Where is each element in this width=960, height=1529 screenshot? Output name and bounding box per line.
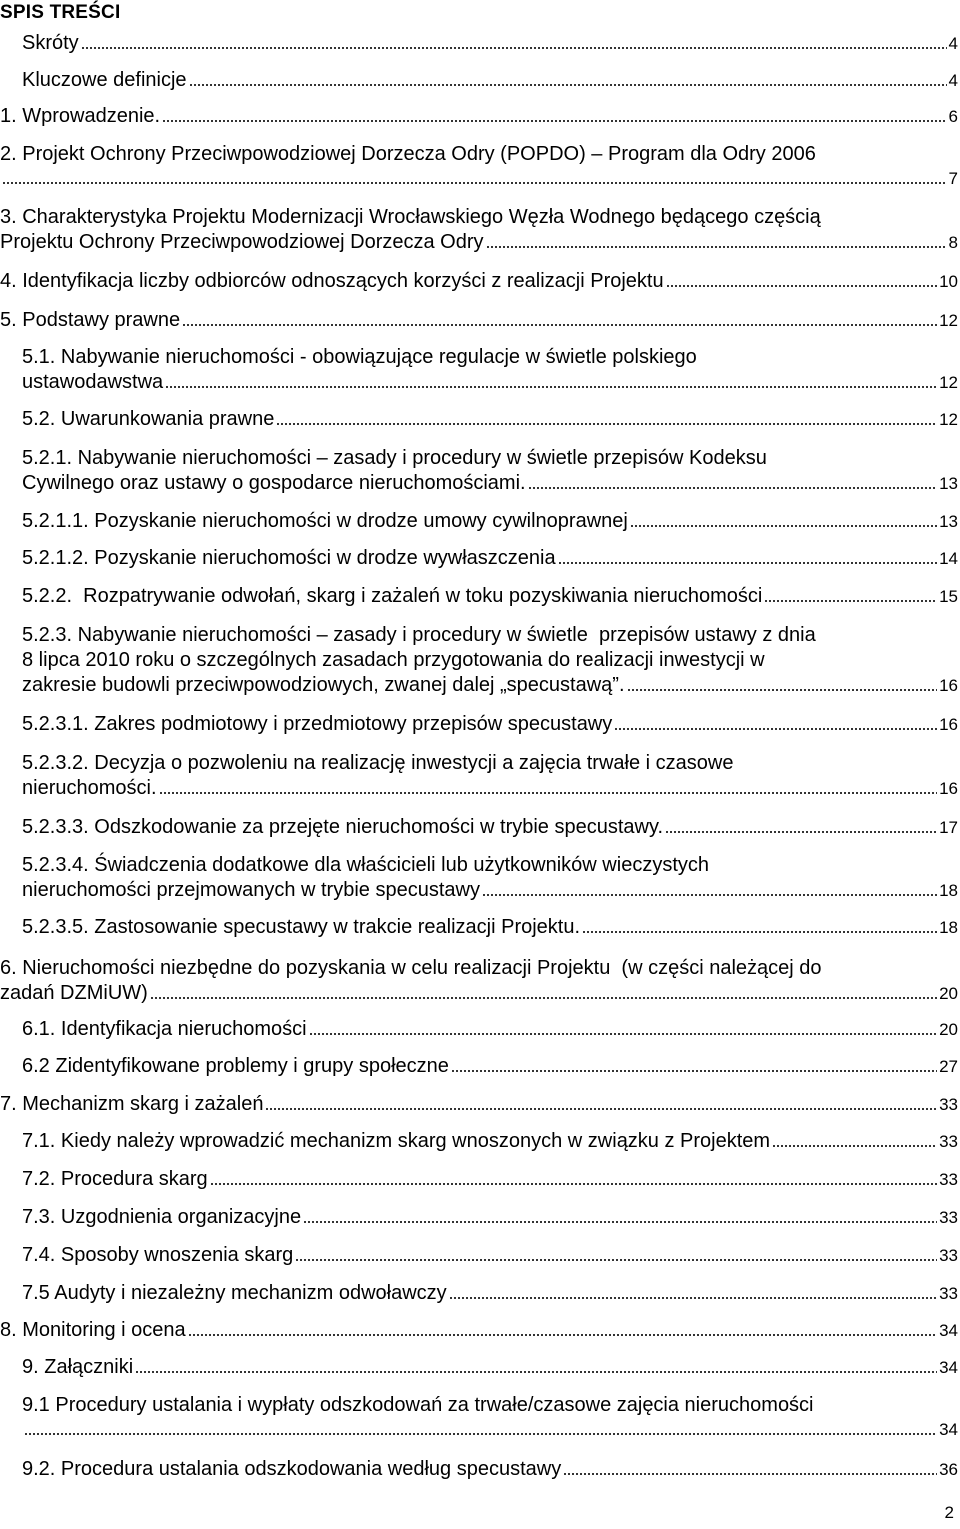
toc-entry[interactable] [22, 406, 958, 433]
toc-entry-text: 1. Wprowadzenie. [0, 105, 161, 127]
toc-entry-page: 14 [939, 549, 958, 568]
toc-entry-text: 9. Załączniki [22, 1356, 134, 1378]
toc-entry[interactable] [22, 1242, 958, 1269]
dot-leader [528, 471, 938, 489]
toc-entry-page: 20 [939, 1020, 958, 1039]
toc-entry[interactable] [22, 445, 958, 497]
toc-entry-text: 8. Monitoring i ocena [0, 1319, 186, 1341]
toc-title: SPIS TREŚCI [0, 2, 121, 23]
toc-entry-text: 7. Mechanizm skarg i zażaleń [0, 1093, 264, 1115]
toc-entry-page: 15 [939, 587, 958, 606]
dot-leader [482, 878, 937, 896]
dot-leader [563, 1457, 937, 1475]
toc-entry-page: 10 [939, 272, 958, 291]
dot-leader [309, 1017, 937, 1035]
toc-entry-page: 7 [948, 169, 958, 188]
toc-entry[interactable] [0, 1091, 958, 1118]
toc-entry-text: 5.1. Nabywanie nieruchomości - obowiązujące regulacje w świetle polskiego [22, 346, 697, 368]
toc-entry-text: 7.1. Kiedy należy wprowadzić mechanizm skarg wnoszonych w związku z Projektem [22, 1130, 771, 1152]
toc-entry[interactable] [22, 1128, 958, 1155]
dot-leader [159, 776, 938, 794]
dot-leader [135, 1355, 937, 1373]
toc-entry-page: 16 [939, 779, 958, 798]
toc-entry-text: 5.2.2. Rozpatrywanie odwołań, skarg i zażaleń w toku pozyskiwania nieruchomości [22, 585, 763, 607]
toc-entry-page: 33 [939, 1095, 958, 1114]
toc-entry[interactable] [22, 344, 958, 396]
toc-entry-text: 5.2.3.3. Odszkodowanie za przejęte nieruchomości w trybie specustawy. [22, 816, 664, 838]
toc-entry-text: 7.3. Uzgodnienia organizacyjne [22, 1206, 302, 1228]
toc-entry[interactable] [0, 268, 958, 295]
dot-leader [188, 1318, 937, 1336]
toc-entry-text: 9.2. Procedura ustalania odszkodowania według specustawy [22, 1458, 562, 1480]
toc-entry-page: 33 [939, 1246, 958, 1265]
toc-entry-text: Kluczowe definicje [22, 69, 187, 91]
toc-entry-text: 5.2.3.2. Decyzja o pozwoleniu na realizację inwestycji a zajęcia trwałe i czasowe [22, 752, 734, 774]
dot-leader [162, 104, 946, 122]
toc-entry[interactable] [22, 914, 958, 941]
toc-entry-page: 17 [939, 818, 958, 837]
toc-entry[interactable] [22, 852, 958, 904]
dot-leader [558, 546, 937, 564]
toc-entry[interactable] [22, 583, 958, 610]
toc-entry-text: 7.5 Audyty i niezależny mechanizm odwoławczy [22, 1282, 447, 1304]
toc-entry-text: nieruchomości przejmowanych w trybie specustawy [22, 879, 480, 901]
toc-entry-text: 5.2.3. Nabywanie nieruchomości – zasady i procedury w świetle przepisów ustawy z dnia [22, 624, 816, 646]
dot-leader [486, 230, 947, 248]
toc-entry-page: 13 [939, 474, 958, 493]
toc-entry-text: 4. Identyfikacja liczby odbiorców odnoszących korzyści z realizacji Projektu [0, 270, 664, 292]
toc-entry-text: 3. Charakterystyka Projektu Modernizacji Wrocławskiego Węzła Wodnego będącego częścią [0, 206, 821, 228]
toc-entry[interactable] [0, 955, 958, 1007]
toc-entry-page: 18 [939, 881, 958, 900]
toc-entry-text: 8 lipca 2010 roku o szczególnych zasadach przygotowania do realizacji inwestycji w [22, 649, 765, 671]
toc-entry-text: zadań DZMiUW) [0, 982, 148, 1004]
toc-entry-text: nieruchomości. [22, 777, 157, 799]
dot-leader [630, 509, 937, 527]
toc-entry-text: zakresie budowli przeciwpowodziowych, zwanej dalej „specustawą”. [22, 674, 625, 696]
toc-entry-page: 16 [939, 715, 958, 734]
toc-entry-page: 8 [948, 233, 958, 252]
toc-entry[interactable] [22, 622, 958, 699]
dot-leader [303, 1205, 937, 1223]
toc-entry-text: Cywilnego oraz ustawy o gospodarce nieruchomościami. [22, 472, 526, 494]
toc-entry-page: 4 [948, 71, 958, 90]
toc-entry-text: 5.2.3.4. Świadczenia dodatkowe dla właścicieli lub użytkowników wieczystych [22, 854, 709, 876]
toc-entry[interactable] [0, 141, 958, 193]
dot-leader [772, 1129, 937, 1147]
toc-entry-text: 5.2.3.5. Zastosowanie specustawy w trakcie realizacji Projektu. [22, 916, 581, 938]
toc-entry-page: 34 [939, 1358, 958, 1377]
dot-leader [276, 407, 937, 425]
toc-entry-text: 6.1. Identyfikacja nieruchomości [22, 1018, 307, 1040]
dot-leader [24, 1417, 937, 1435]
toc-entry-text: 7.4. Sposoby wnoszenia skarg [22, 1244, 294, 1266]
dot-leader [210, 1167, 937, 1185]
toc-entry[interactable] [22, 1204, 958, 1231]
dot-leader [614, 712, 937, 730]
toc-entry[interactable] [0, 204, 958, 256]
toc-entry-page: 12 [939, 373, 958, 392]
toc-entry-text: 6.2 Zidentyfikowane problemy i grupy społeczne [22, 1055, 449, 1077]
toc-entry[interactable] [22, 814, 958, 841]
toc-entry-text: Skróty [22, 32, 79, 54]
toc-entry-page: 34 [939, 1321, 958, 1340]
dot-leader [2, 166, 947, 184]
toc-entry-text: 5.2.3.1. Zakres podmiotowy i przedmiotowy przepisów specustawy [22, 713, 613, 735]
dot-leader [165, 370, 937, 388]
toc-entry-text: 9.1 Procedury ustalania i wypłaty odszkodowań za trwałe/czasowe zajęcia nieruchomości [22, 1394, 814, 1416]
toc-entry-text: 5.2.1.2. Pozyskanie nieruchomości w drodze wywłaszczenia [22, 547, 556, 569]
toc-entry-page: 12 [939, 311, 958, 330]
toc-entry[interactable] [22, 1456, 958, 1483]
toc-entry[interactable] [22, 67, 958, 94]
toc-entry[interactable] [22, 1392, 958, 1444]
toc-entry[interactable] [22, 1053, 958, 1080]
toc-entry[interactable] [22, 30, 958, 57]
toc-entry-page: 12 [939, 410, 958, 429]
toc-entry-text: 5. Podstawy prawne [0, 309, 181, 331]
toc-entry-text: 2. Projekt Ochrony Przeciwpowodziowej Dorzecza Odry (POPDO) – Program dla Odry 2006 [0, 143, 816, 165]
toc-entry-page: 33 [939, 1132, 958, 1151]
toc-entry-text: 5.2.1.1. Pozyskanie nieruchomości w drodze umowy cywilnoprawnej [22, 510, 628, 532]
dot-leader [582, 915, 937, 933]
dot-leader [665, 815, 937, 833]
toc-entry[interactable] [22, 1016, 958, 1043]
toc-entry[interactable] [22, 1166, 958, 1193]
toc-entry-page: 18 [939, 918, 958, 937]
dot-leader [81, 31, 947, 49]
toc-entry-text: 6. Nieruchomości niezbędne do pozyskania w celu realizacji Projektu (w części należącej do [0, 957, 822, 979]
toc-entry[interactable] [22, 545, 958, 572]
dot-leader [627, 673, 938, 691]
toc-entry-text: 5.2. Uwarunkowania prawne [22, 408, 275, 430]
toc-entry-page: 13 [939, 512, 958, 531]
toc-entry[interactable] [22, 1280, 958, 1307]
dot-leader [150, 981, 937, 999]
toc-entry[interactable] [0, 103, 958, 130]
dot-leader [451, 1054, 937, 1072]
dot-leader [182, 308, 937, 326]
toc-entry-page: 6 [948, 107, 958, 126]
toc-entry-page: 36 [939, 1460, 958, 1479]
dot-leader [295, 1243, 937, 1261]
toc-entry-text: 5.2.1. Nabywanie nieruchomości – zasady i procedury w świetle przepisów Kodeksu [22, 447, 767, 469]
page-number: 2 [944, 1503, 954, 1522]
dot-leader [764, 584, 937, 602]
toc-entry[interactable] [0, 1317, 958, 1344]
toc-entry[interactable] [22, 1354, 958, 1381]
toc-entry-text: Projektu Ochrony Przeciwpowodziowej Dorzecza Odry [0, 231, 484, 253]
toc-entry-text: 7.2. Procedura skarg [22, 1168, 208, 1190]
dot-leader [666, 269, 937, 287]
toc-entry[interactable] [22, 711, 958, 738]
dot-leader [189, 68, 947, 86]
toc-entry-page: 33 [939, 1284, 958, 1303]
toc-entry-page: 33 [939, 1208, 958, 1227]
toc-entry-page: 33 [939, 1170, 958, 1189]
dot-leader [265, 1092, 937, 1110]
toc-entry-page: 34 [939, 1420, 958, 1439]
toc-entry[interactable] [22, 750, 958, 802]
toc-entry-text: ustawodawstwa [22, 371, 164, 393]
toc-entry-page: 27 [939, 1057, 958, 1076]
toc-entry-page: 20 [939, 984, 958, 1003]
dot-leader [449, 1281, 937, 1299]
toc-entry[interactable] [22, 508, 958, 535]
toc-entry-page: 16 [939, 676, 958, 695]
toc-entry[interactable] [0, 307, 958, 334]
toc-entry-page: 4 [948, 34, 958, 53]
